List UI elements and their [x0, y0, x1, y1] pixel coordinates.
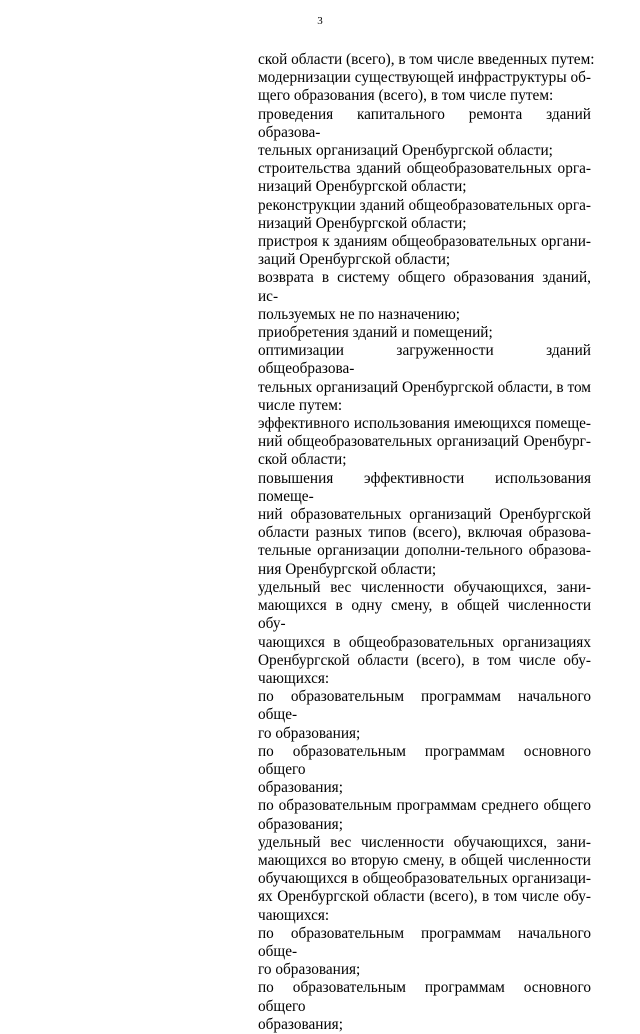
text-line: низаций Оренбургской области; [258, 178, 467, 196]
text-line: по образовательным программам основного общего [258, 979, 591, 1015]
text-line: чающихся: [258, 906, 330, 924]
text-line: го образования; [258, 724, 361, 742]
text-line: ской области (всего), в том числе введенных путем: [258, 51, 595, 68]
list-item [258, 233, 591, 269]
text-line: ния Оренбургской области; [258, 560, 437, 578]
text-line: чающихся: [258, 669, 330, 687]
text-line: удельный вес численности обучающихся, зани- [258, 578, 591, 596]
list-item [258, 106, 591, 161]
text-line: по образовательным программам начального обще- [258, 924, 591, 960]
text-line: по образовательным программам основного общего [258, 742, 591, 778]
list-item [258, 743, 591, 798]
text-line: возврата в систему общего образования зданий, ис- [258, 269, 591, 305]
text-line: числе путем: [258, 396, 343, 414]
list-item [258, 579, 591, 688]
list-item [258, 470, 591, 579]
text-line: ний образовательных организаций Оренбургской [258, 506, 591, 524]
text-line: мающихся в одну смену, в общей численности обу- [258, 597, 591, 633]
text-line: тельных организаций Оренбургской области; [258, 142, 553, 160]
text-line: ской области; [258, 451, 347, 469]
list-item [258, 925, 591, 980]
text-line: образования; [258, 1015, 343, 1033]
list-item [258, 69, 591, 105]
text-line: оптимизации загруженности зданий общеобразова- [258, 342, 591, 378]
list-item [258, 51, 595, 69]
text-line: повышения эффективности использования помеще- [258, 469, 591, 505]
text-line: низаций Оренбургской области; [258, 214, 467, 232]
text-line: щего образования (всего), в том числе путем: [258, 87, 554, 105]
list-item [258, 797, 591, 833]
text-line: го образования; [258, 961, 361, 979]
list-item [258, 324, 591, 342]
text-line: чающихся в общеобразовательных организациях [258, 633, 591, 651]
list-item [258, 269, 591, 324]
text-line: проведения капитального ремонта зданий образова- [258, 105, 591, 141]
list-item [258, 688, 591, 743]
text-line: тельных организаций Оренбургской области, в том [258, 378, 591, 396]
text-line: пользуемых не по назначению; [258, 305, 461, 323]
page-number: 3 [317, 15, 323, 27]
text-line: заций Оренбургской области; [258, 251, 451, 269]
list-item [258, 415, 591, 470]
text-line: образования; [258, 779, 343, 797]
text-column [258, 51, 595, 1034]
text-line: удельный вес численности обучающихся, зани- [258, 833, 591, 851]
text-line: ях Оренбургской области (всего), в том числе обу- [258, 888, 591, 906]
text-line: образования; [258, 815, 343, 833]
text-line: строительства зданий общеобразовательных орга- [258, 160, 591, 178]
list-item [258, 197, 591, 233]
text-line: приобретения зданий и помещений; [258, 324, 493, 342]
text-line: обучающихся в общеобразовательных организаци- [258, 870, 591, 888]
list-item [258, 979, 591, 1034]
text-line: тельные организации дополни-тельного образова- [258, 542, 591, 560]
text-line: по образовательным программам начального обще- [258, 688, 591, 724]
text-line: области разных типов (всего), включая образова- [258, 524, 591, 542]
list-item [258, 834, 591, 925]
list-item [258, 160, 591, 196]
text-line: ний общеобразовательных организаций Оренбург- [258, 433, 591, 451]
text-line: по образовательным программам среднего общего [258, 797, 591, 815]
text-line: модернизации существующей инфраструктуры об- [258, 69, 591, 87]
text-line: мающихся во вторую смену, в общей численности [258, 851, 591, 869]
list-item [258, 342, 591, 415]
text-line: эффективного использования имеющихся помеще- [258, 415, 591, 433]
text-line: реконструкции зданий общеобразовательных орга- [258, 196, 591, 214]
text-line: Оренбургской области (всего), в том числе обу- [258, 651, 591, 669]
text-line: пристроя к зданиям общеобразовательных органи- [258, 233, 591, 251]
